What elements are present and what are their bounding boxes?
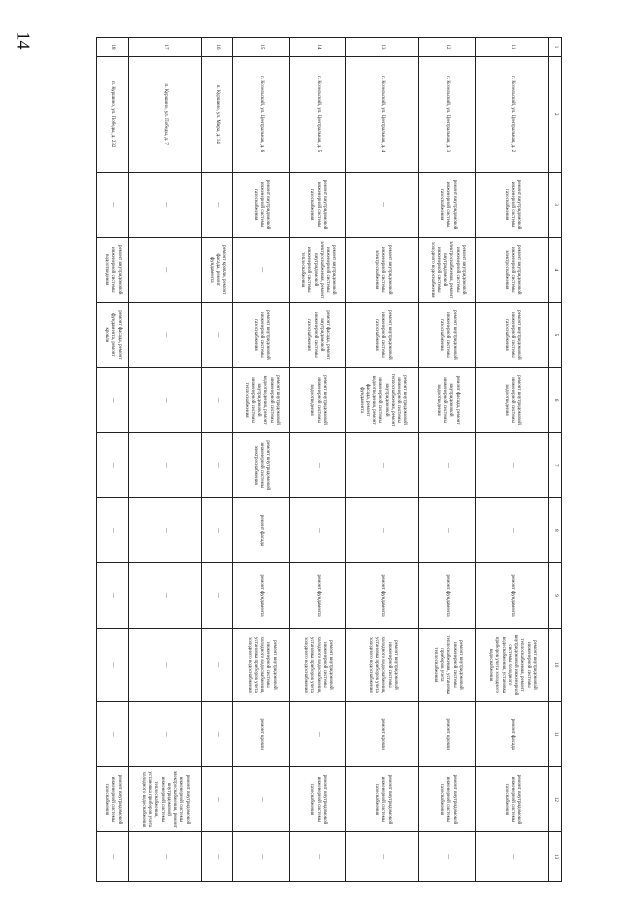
- work-cell: —: [289, 702, 346, 767]
- work-cell: ремонт внутридомовой инженерной системы газоснабжения: [475, 767, 548, 832]
- work-cell: —: [201, 702, 233, 767]
- table-row: [289, 38, 346, 882]
- work-cell: ремонт фундамента: [233, 563, 290, 628]
- work-cell: ремонт фасада, ремонт внутридомовой инженерной системы водоотведения: [419, 367, 476, 432]
- column-number-row: [549, 38, 562, 882]
- address-cell: г. Козельский, ул. Центральная, д. 5: [289, 56, 346, 172]
- work-cell: ремонт фундамента: [289, 563, 346, 628]
- work-cell: —: [97, 433, 129, 498]
- address-cell: г. Козельский, ул. Центральная, д. 4: [346, 56, 419, 172]
- work-cell: —: [201, 767, 233, 832]
- column-number: 11: [549, 702, 562, 767]
- work-cell: —: [97, 832, 129, 882]
- work-cell: ремонт внутридомовой инженерной системы электроснабжения, ремонт внутридомовой инженерной системы теплоснабжения, установка приборов учета холодного водоснабжения: [128, 767, 201, 832]
- column-number: 2: [549, 56, 562, 172]
- work-cell: —: [201, 498, 233, 563]
- work-cell: —: [201, 628, 233, 702]
- table-row: [475, 38, 548, 882]
- work-cell: ремонт внутридомовой инженерной системы электроснабжения, ремонт внутридомовой инженерной системы теплоснабжения: [289, 237, 346, 302]
- work-cell: ремонт кровли: [419, 702, 476, 767]
- row-number: 15: [233, 38, 290, 57]
- work-cell: ремонт внутридомовой инженерной системы холодного водоснабжения, установка приборов учета холодного водоснабжения: [346, 628, 419, 702]
- work-cell: —: [475, 433, 548, 498]
- row-number: 13: [346, 38, 419, 57]
- work-cell: —: [201, 832, 233, 882]
- work-cell: ремонт внутридомовой инженерной системы газоснабжения: [419, 172, 476, 237]
- work-cell: —: [346, 172, 419, 237]
- work-cell: —: [233, 237, 290, 302]
- work-cell: —: [346, 433, 419, 498]
- work-cell: ремонт кровли: [346, 702, 419, 767]
- work-cell: ремонт внутридомовой инженерной системы теплоснабжения, установка приборов учета теплоснабжения: [419, 628, 476, 702]
- page-number: 14: [13, 31, 34, 50]
- work-cell: —: [201, 302, 233, 367]
- work-cell: —: [97, 702, 129, 767]
- work-cell: ремонт внутридомовой инженерной системы газоснабжения: [346, 767, 419, 832]
- work-cell: —: [475, 832, 548, 882]
- work-cell: —: [128, 302, 201, 367]
- column-number: 7: [549, 433, 562, 498]
- table-row: [419, 38, 476, 882]
- work-cell: ремонт внутридомовой инженерной системы газоснабжения: [289, 172, 346, 237]
- work-cell: —: [201, 367, 233, 432]
- work-cell: ремонт внутридомовой инженерной системы холодного водоснабжения, установка приборов учета холодного водоснабжения: [289, 628, 346, 702]
- table-row: [97, 38, 129, 882]
- work-cell: ремонт внутридомовой инженерной системы электроснабжения: [233, 433, 290, 498]
- work-cell: —: [475, 498, 548, 563]
- work-cell: —: [289, 498, 346, 563]
- work-cell: —: [346, 498, 419, 563]
- work-cell: —: [128, 433, 201, 498]
- row-number: 11: [475, 38, 548, 57]
- work-cell: —: [97, 172, 129, 237]
- work-cell: ремонт внутридомовой инженерной системы электроснабжения, ремонт внутридомовой инженерной системы холодного водоснабжения: [419, 237, 476, 302]
- work-cell: —: [419, 498, 476, 563]
- row-number: 14: [289, 38, 346, 57]
- work-cell: —: [97, 367, 129, 432]
- work-cell: ремонт внутридомовой инженерной системы теплоснабжения, ремонт внутридомовой инженерной системы водоотведения, ремонт фасада, ремонт фундамента: [346, 367, 419, 432]
- table-row: [346, 38, 419, 882]
- work-cell: ремонт внутридомовой инженерной системы газоснабжения: [475, 172, 548, 237]
- work-cell: —: [97, 628, 129, 702]
- table-row: [128, 38, 201, 882]
- work-cell: —: [346, 832, 419, 882]
- work-cell: ремонт внутридомовой инженерной системы холодного водоснабжения, установка приборов учета холодного водоснабжения: [233, 628, 290, 702]
- work-cell: ремонт фундамента: [475, 563, 548, 628]
- work-cell: —: [128, 832, 201, 882]
- column-number: 6: [549, 367, 562, 432]
- work-cell: —: [128, 563, 201, 628]
- work-cell: ремонт фундамента: [419, 563, 476, 628]
- address-cell: г. Козельский, ул. Центральная, д. 2: [475, 56, 548, 172]
- column-number: 3: [549, 172, 562, 237]
- column-number: 9: [549, 563, 562, 628]
- column-number: 10: [549, 628, 562, 702]
- work-cell: —: [201, 433, 233, 498]
- column-number: 1: [549, 38, 562, 57]
- work-cell: —: [233, 767, 290, 832]
- work-cell: ремонт внутридомовой инженерной системы газоснабжения: [475, 302, 548, 367]
- address-cell: г. Козельский, ул. Центральная, д. 3: [419, 56, 476, 172]
- work-cell: —: [128, 498, 201, 563]
- rotated-table-wrapper: [96, 37, 562, 882]
- work-cell: —: [201, 563, 233, 628]
- work-cell: ремонт внутридомовой инженерной системы газоснабжения: [97, 767, 129, 832]
- address-cell: п. Куршино, ул. Победы, д. 232: [97, 56, 129, 172]
- address-cell: г. Козельский, ул. Центральная, д. 6: [233, 56, 290, 172]
- work-cell: ремонт внутридомовой инженерной системы газоснабжения: [419, 767, 476, 832]
- work-cell: ремонт внутридомовой инженерной системы газоснабжения: [346, 302, 419, 367]
- row-number: 12: [419, 38, 476, 57]
- work-cell: —: [128, 702, 201, 767]
- address-cell: п. Куршино, ул. Мира, д. 14: [201, 56, 233, 172]
- address-cell: п. Куршино, ул. Победы, д. 7: [128, 56, 201, 172]
- table-row: [233, 38, 290, 882]
- work-cell: ремонт внутридомовой инженерной системы электроснабжения: [475, 237, 548, 302]
- work-cell: ремонт фундамента: [346, 563, 419, 628]
- work-cell: ремонт внутридомовой инженерной системы водоотведения, ремонт внутридомовой инженерной системы теплоснабжения: [233, 367, 290, 432]
- work-cell: —: [289, 433, 346, 498]
- row-number: 18: [97, 38, 129, 57]
- column-number: 12: [549, 767, 562, 832]
- work-cell: ремонт внутридомовой инженерной системы водоотведения: [475, 367, 548, 432]
- work-cell: —: [289, 832, 346, 882]
- column-number: 4: [549, 237, 562, 302]
- work-cell: ремонт фасада: [233, 498, 290, 563]
- work-cell: ремонт внутридомовой инженерной системы газоснабжения: [233, 302, 290, 367]
- table-body: [97, 38, 549, 882]
- repair-schedule-table: [96, 37, 562, 882]
- work-cell: —: [201, 172, 233, 237]
- row-number: 16: [201, 38, 233, 57]
- work-cell: ремонт фасада: [475, 702, 548, 767]
- work-cell: ремонт кровли: [233, 702, 290, 767]
- row-number: 17: [128, 38, 201, 57]
- work-cell: —: [128, 172, 201, 237]
- work-cell: ремонт внутридомовой инженерной системы теплоснабжения, ремонт внутридомовой инженерной системы холодного водоснабжения, установка приборов учета холодного водоснабжения: [475, 628, 548, 702]
- work-cell: ремонт внутридомовой инженерной системы электроснабжения: [346, 237, 419, 302]
- work-cell: ремонт кровли, ремонт фасада, ремонт фундамента: [201, 237, 233, 302]
- work-cell: ремонт внутридомовой инженерной системы водоотведения: [97, 237, 129, 302]
- work-cell: —: [128, 367, 201, 432]
- column-number: 5: [549, 302, 562, 367]
- work-cell: ремонт внутридомовой инженерной системы газоснабжения: [233, 172, 290, 237]
- work-cell: ремонт внутридомовой инженерной системы водоотведения: [289, 367, 346, 432]
- work-cell: —: [97, 563, 129, 628]
- rotated-table-sheet: [96, 37, 562, 882]
- work-cell: ремонт внутридомовой инженерной системы газоснабжения: [419, 302, 476, 367]
- work-cell: —: [419, 832, 476, 882]
- work-cell: —: [128, 237, 201, 302]
- column-number: 8: [549, 498, 562, 563]
- work-cell: —: [419, 433, 476, 498]
- table-row: [201, 38, 233, 882]
- work-cell: ремонт фасада, ремонт фундамента, ремонт кровли: [97, 302, 129, 367]
- work-cell: —: [97, 498, 129, 563]
- work-cell: —: [128, 628, 201, 702]
- column-number: 13: [549, 832, 562, 882]
- work-cell: ремонт внутридомовой инженерной системы газоснабжения: [289, 767, 346, 832]
- work-cell: ремонт фасада, ремонт внутридомовой инженерной системы газоснабжения: [289, 302, 346, 367]
- work-cell: —: [233, 832, 290, 882]
